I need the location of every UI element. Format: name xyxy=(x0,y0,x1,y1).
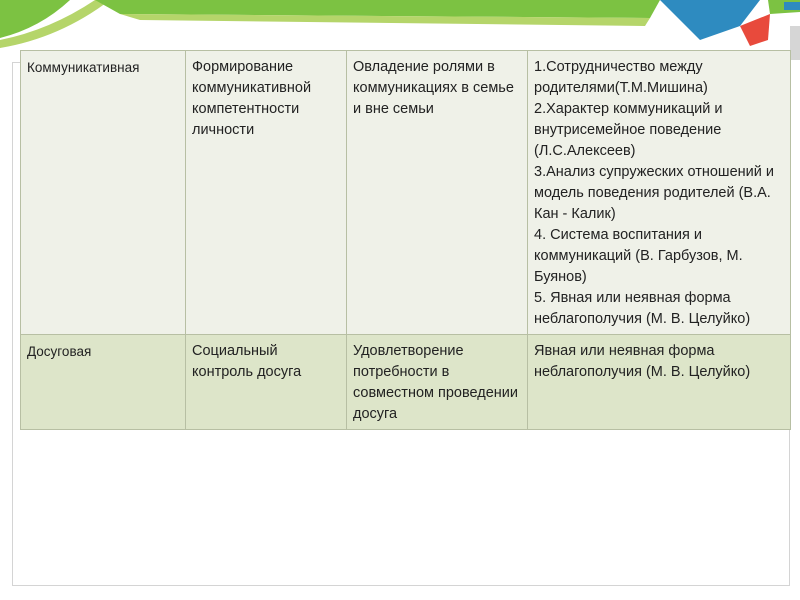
table-row xyxy=(21,335,791,430)
function-goal-cell: Формирование коммуникативной компетентности личности xyxy=(186,51,347,335)
table-row xyxy=(21,51,791,335)
function-type-cell: Коммуникативная xyxy=(21,51,186,335)
methods-cell xyxy=(528,51,791,335)
method-item: 3.Анализ супружеских отношений и модель поведения родителей (В.А. Кан - Калик) xyxy=(534,164,774,222)
function-goal-cell: Социальный контроль досуга xyxy=(186,335,347,430)
row-spacer xyxy=(534,383,784,405)
family-functions-table xyxy=(20,50,791,430)
methods-cell xyxy=(528,335,791,430)
method-item: 2.Характер коммуникаций и внутрисемейное поведение (Л.С.Алексеев) xyxy=(534,101,723,159)
method-item: 1.Сотрудничество между родителями(Т.М.Мишина) xyxy=(534,59,708,96)
function-type-cell: Досуговая xyxy=(21,335,186,430)
method-item: Явная или неявная форма неблагополучия (М. В. Целуйко) xyxy=(534,343,751,380)
function-content-cell: Овладение ролями в коммуникациях в семье и вне семьи xyxy=(347,51,528,335)
function-content-cell: Удовлетворение потребности в совместном проведении досуга xyxy=(347,335,528,430)
method-item: 5. Явная или неявная форма неблагополучия (М. В. Целуйко) xyxy=(534,290,751,327)
method-item: 4. Система воспитания и коммуникаций (В. Гарбузов, М. Буянов) xyxy=(534,227,743,285)
